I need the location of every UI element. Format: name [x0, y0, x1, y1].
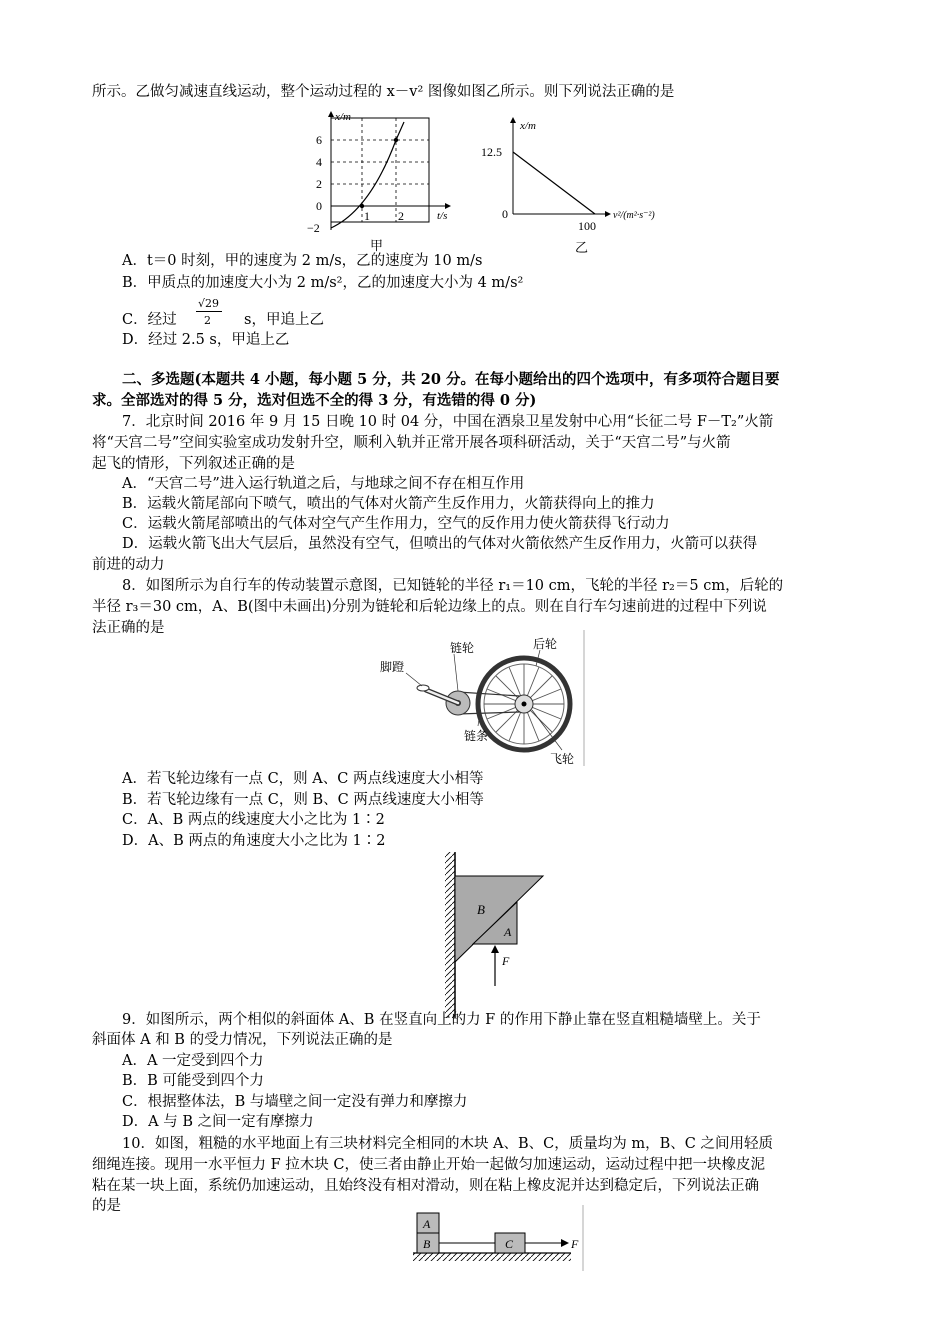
block-c-label: C — [505, 1237, 514, 1251]
q8-stem: 8．如图所示为自行车的传动装置示意图，已知链轮的半径 r₁＝10 cm，飞轮的半径 r₂＝5 cm，后轮的 — [122, 578, 784, 594]
q8-option-b: B．若飞轮边缘有一点 C，则 B、C 两点线速度大小相等 — [122, 792, 484, 808]
jia-y-tick: 2 — [316, 177, 322, 191]
jia-x-tick: 1 — [364, 209, 370, 223]
label-chainring: 链轮 — [450, 641, 475, 655]
yi-x-value: 100 — [578, 219, 596, 233]
q7-stem: 将“天宫二号”空间实验室成功发射升空，顺利入轨并正常开展各项科研活动，关于“天宫二号”与火箭 — [92, 435, 731, 451]
q7-stem: 7．北京时间 2016 年 9 月 15 日晚 10 时 04 分，中国在酒泉卫星发射中心用“长征二号 F－T₂”火箭 — [122, 414, 774, 430]
q9-stem: 斜面体 A 和 B 的受力情况，下列说法正确的是 — [92, 1032, 393, 1048]
q7-option-d: D．运载火箭飞出大气层后，虽然没有空气，但喷出的气体对火箭依然产生反作用力，火箭可以获得 — [122, 536, 758, 552]
q6-option-a: A．t＝0 时刻，甲的速度为 2 m/s，乙的速度为 10 m/s — [122, 253, 483, 269]
q7-stem: 起飞的情形，下列叙述正确的是 — [92, 456, 295, 472]
jia-y-label: x/m — [335, 111, 351, 123]
q8-option-a: A．若飞轮边缘有一点 C，则 A、C 两点线速度大小相等 — [122, 771, 484, 787]
q9-stem: 9．如图所示，两个相似的斜面体 A、B 在竖直向上的力 F 的作用下静止靠在竖直粗糙墙壁上。关于 — [122, 1012, 761, 1028]
block-a-label: A — [423, 1217, 431, 1231]
label-rear-wheel: 后轮 — [533, 637, 558, 651]
q7-option-b: B．运载火箭尾部向下喷气，喷出的气体对火箭产生反作用力，火箭获得向上的推力 — [122, 496, 655, 512]
force-f-label: F — [571, 1237, 579, 1251]
q8-option-c: C．A、B 两点的线速度大小之比为 1∶2 — [122, 812, 385, 828]
q7-option-a: A．“天宫二号”进入运行轨道之后，与地球之间不存在相互作用 — [122, 476, 525, 492]
label-a: A — [504, 925, 512, 939]
bicycle-transmission-figure — [360, 628, 590, 768]
jia-y-tick: 0 — [316, 199, 322, 213]
q10-stem: 的是 — [92, 1198, 121, 1214]
label-chain: 链条 — [464, 729, 489, 743]
q10-stem: 粘在某一块上面，系统仍加速运动，且始终没有相对滑动，则在粘上橡皮泥并达到稳定后，下列说法正确 — [92, 1178, 759, 1194]
intro-text: 所示。乙做匀减速直线运动，整个运动过程的 x－v² 图像如图乙所示。则下列说法正确的是 — [92, 84, 675, 100]
yi-y-value: 12.5 — [481, 145, 502, 159]
q9-option-c: C．根据整体法，B 与墙壁之间一定没有弹力和摩擦力 — [122, 1094, 468, 1110]
figure-yi-x-v2-graph — [475, 112, 690, 257]
q7-option-c: C．运载火箭尾部喷出的气体对空气产生作用力，空气的反作用力使火箭获得飞行动力 — [122, 516, 670, 532]
q9-option-b: B．B 可能受到四个力 — [122, 1073, 264, 1089]
q9-option-d: D．A 与 B 之间一定有摩擦力 — [122, 1114, 314, 1130]
q10-stem: 细绳连接。现用一水平恒力 F 拉木块 C，使三者由静止开始一起做匀加速运动，运动过程中把一块橡皮泥 — [92, 1157, 765, 1173]
section2-heading-line2: 求。全部选对的得 5 分，选对但选不全的得 3 分，有选错的得 0 分) — [92, 392, 537, 409]
jia-caption: 甲 — [370, 238, 384, 253]
label-f: F — [502, 954, 510, 968]
q9-option-a: A．A 一定受到四个力 — [122, 1053, 264, 1069]
q6-option-d: D．经过 2.5 s，甲追上乙 — [122, 332, 290, 348]
q6-option-c-denominator: 2 — [204, 314, 211, 327]
blocks-figure — [405, 1203, 590, 1273]
yi-x-label: v²/(m²·s⁻²) — [613, 210, 655, 221]
q6-option-b: B．甲质点的加速度大小为 2 m/s²，乙的加速度大小为 4 m/s² — [122, 275, 524, 291]
label-pedal: 脚蹬 — [380, 660, 405, 674]
figure-jia-x-t-graph — [300, 110, 470, 255]
jia-y-tick: 6 — [316, 133, 322, 147]
q10-stem: 10．如图，粗糙的水平地面上有三块材料完全相同的木块 A、B、C，质量均为 m，B、C 之间用轻质 — [122, 1136, 773, 1152]
jia-x-label: t/s — [437, 210, 448, 222]
jia-y-tick: 4 — [316, 155, 322, 169]
jia-x-tick: 2 — [398, 209, 404, 223]
yi-origin: 0 — [502, 207, 508, 221]
q8-stem: 半径 r₃＝30 cm，A、B(图中未画出)分别为链轮和后轮边缘上的点。则在自行车匀速前进的过程中下列说 — [92, 599, 767, 615]
q6-option-c-numerator: √29 — [198, 297, 220, 310]
q8-stem: 法正确的是 — [92, 620, 165, 636]
q7-option-d-cont: 前进的动力 — [92, 557, 165, 573]
wall-incline-figure — [440, 850, 560, 1020]
label-b: B — [477, 902, 485, 917]
section2-heading-line1: 二、多选题(本题共 4 小题，每小题 5 分，共 20 分。在每小题给出的四个选项中，有多项符合题目要 — [122, 371, 780, 388]
label-flywheel: 飞轮 — [550, 752, 575, 766]
yi-caption: 乙 — [575, 240, 589, 255]
jia-y-tick: −2 — [307, 221, 320, 235]
q8-option-d: D．A、B 两点的角速度大小之比为 1∶2 — [122, 833, 386, 849]
q6-option-c-prefix: C．经过 — [122, 312, 177, 328]
block-b-label: B — [423, 1237, 431, 1251]
yi-y-label: x/m — [520, 120, 536, 132]
q6-option-c-suffix: s，甲追上乙 — [244, 312, 324, 328]
